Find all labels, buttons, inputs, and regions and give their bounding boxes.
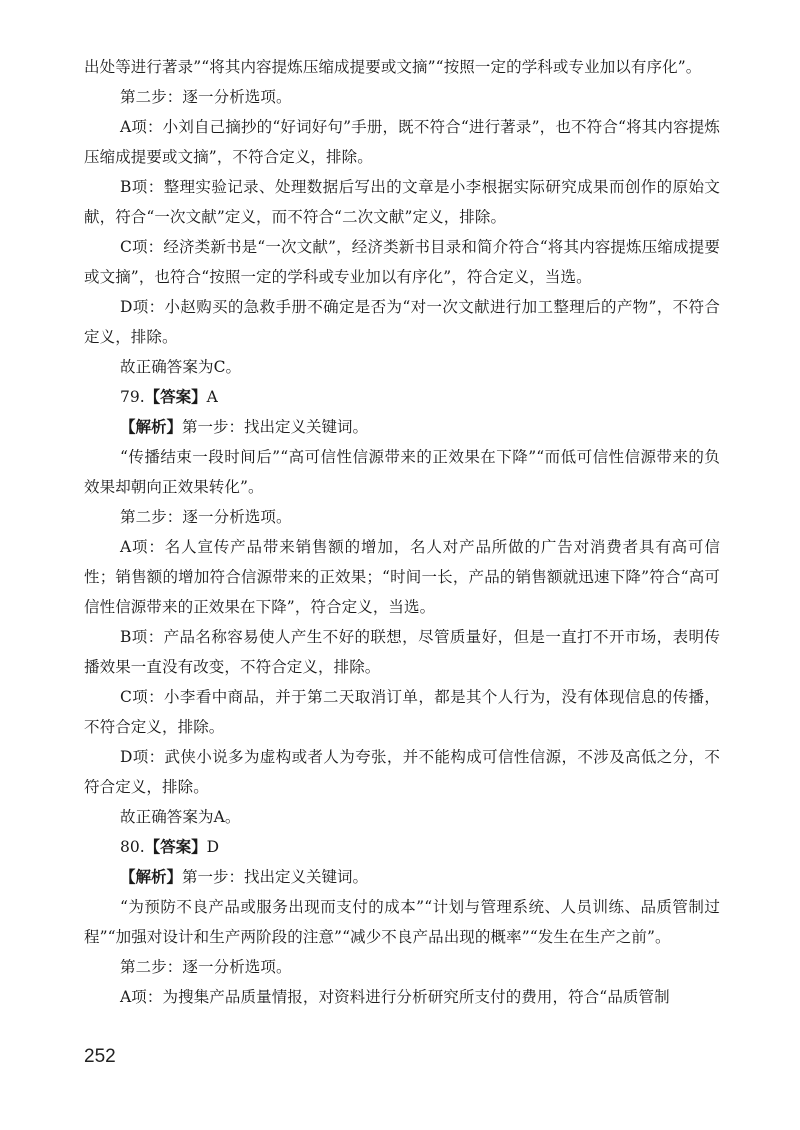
paragraph-option-d: D项：小赵购买的急救手册不确定是否为“对一次文献进行加工整理后的产物”，不符合定义，排除。 bbox=[84, 298, 720, 346]
paragraph-option-b: B项：整理实验记录、处理数据后写出的文章是小李根据实际研究成果而创作的原始文献，符合“一次文献”定义，而不符合“二次文献”定义，排除。 bbox=[84, 178, 720, 226]
q80-keywords: “为预防不良产品或服务出现而支付的成本”“计划与管理系统、人员训练、品质管制过程”“加强对设计和生产两阶段的注意”“减少不良产品出现的概率”“发生在生产之前”。 bbox=[84, 898, 720, 946]
q80-option-a: A项：为搜集产品质量情报，对资料进行分析研究所支付的费用，符合“品质管制 bbox=[120, 988, 670, 1006]
q79-step2: 第二步：逐一分析选项。 bbox=[120, 508, 292, 526]
q79-analysis-tag: 【解析】 bbox=[120, 417, 183, 436]
q79-option-b: B项：产品名称容易使人产生不好的联想，尽管质量好，但是一直打不开市场，表明传播效果一直没有改变，不符合定义，排除。 bbox=[84, 628, 720, 676]
q79-number: 79. bbox=[120, 388, 145, 406]
paragraph-option-a: A项：小刘自己摘抄的“好词好句”手册，既不符合“进行著录”，也不符合“将其内容提炼压缩成提要或文摘”，不符合定义，排除。 bbox=[84, 118, 720, 166]
q80-number: 80. bbox=[120, 838, 145, 856]
q79-analysis-step1: 第一步：找出定义关键词。 bbox=[182, 418, 369, 436]
q79-answer-line bbox=[84, 382, 720, 412]
q80-analysis-line bbox=[84, 862, 720, 892]
q79-option-c: C项：小李看中商品，并于第二天取消订单，都是其个人行为，没有体现信息的传播，不符合定义，排除。 bbox=[84, 688, 720, 736]
q79-answer: A bbox=[206, 388, 218, 406]
q79-keywords: “传播结束一段时间后”“高可信性信源带来的正效果在下降”“而低可信性信源带来的负效果却朝向正效果转化”。 bbox=[84, 448, 720, 496]
q80-answer: D bbox=[206, 838, 220, 856]
paragraph-option-c: C项：经济类新书是“一次文献”，经济类新书目录和简介符合“将其内容提炼压缩成提要或文摘”，也符合“按照一定的学科或专业加以有序化”，符合定义，当选。 bbox=[84, 238, 720, 286]
q80-analysis-tag: 【解析】 bbox=[120, 867, 183, 886]
page-number: 252 bbox=[84, 1046, 116, 1067]
q79-option-a: A项：名人宣传产品带来销售额的增加，名人对产品所做的广告对消费者具有高可信性；销售额的增加符合信源带来的正效果；“时间一长，产品的销售额就迅速下降”符合“高可信性信源带来的正效果在下降”，符合定义，当选。 bbox=[84, 538, 720, 616]
paragraph-conclusion: 故正确答案为C。 bbox=[120, 358, 242, 376]
q80-answer-tag: 【答案】 bbox=[144, 837, 207, 856]
q79-analysis-line bbox=[84, 412, 720, 442]
q79-answer-tag: 【答案】 bbox=[144, 387, 207, 406]
page-content bbox=[84, 52, 720, 1012]
q80-step2: 第二步：逐一分析选项。 bbox=[120, 958, 292, 976]
q80-analysis-step1: 第一步：找出定义关键词。 bbox=[182, 868, 369, 886]
q79-conclusion: 故正确答案为A。 bbox=[120, 808, 241, 826]
paragraph-step2: 第二步：逐一分析选项。 bbox=[120, 88, 292, 106]
q79-option-d: D项：武侠小说多为虚构或者人为夸张，并不能构成可信性信源，不涉及高低之分，不符合定义，排除。 bbox=[84, 748, 720, 796]
q80-answer-line bbox=[84, 832, 720, 862]
paragraph-continuation: 出处等进行著录”“将其内容提炼压缩成提要或文摘”“按照一定的学科或专业加以有序化”。 bbox=[84, 58, 702, 76]
